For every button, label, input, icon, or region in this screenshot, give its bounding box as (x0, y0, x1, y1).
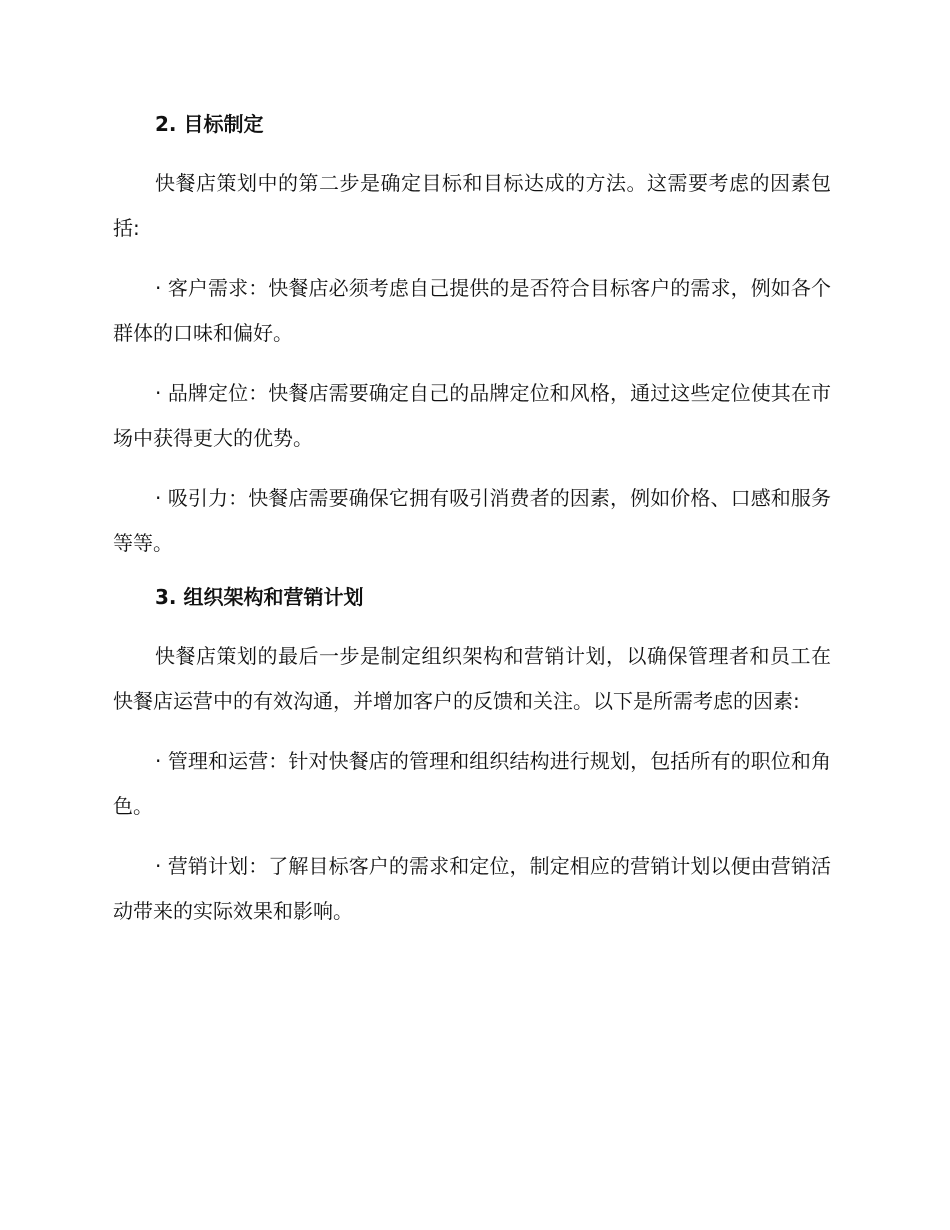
bullet-item: · 客户需求：快餐店必须考虑自己提供的是否符合目标客户的需求，例如各个群体的口味和偏好。 (113, 276, 831, 345)
section-heading: 2. 目标制定 (155, 112, 264, 136)
section-organization-marketing (113, 581, 831, 934)
section-intro: 快餐店策划中的第二步是确定目标和目标达成的方法。这需要考虑的因素包括: (113, 171, 831, 240)
bullet-item: · 吸引力：快餐店需要确保它拥有吸引消费者的因素，例如价格、口感和服务等等。 (113, 486, 831, 555)
section-goals (113, 108, 831, 581)
bullet-item: · 管理和运营：针对快餐店的管理和组织结构进行规划，包括所有的职位和角色。 (113, 749, 831, 818)
bullet-item: · 品牌定位：快餐店需要确定自己的品牌定位和风格，通过这些定位使其在市场中获得更大的优势。 (113, 381, 831, 450)
section-intro: 快餐店策划的最后一步是制定组织架构和营销计划，以确保管理者和员工在快餐店运营中的有效沟通，并增加客户的反馈和关注。以下是所需考虑的因素: (113, 644, 831, 713)
section-heading: 3. 组织架构和营销计划 (155, 585, 364, 609)
bullet-item: · 营销计划：了解目标客户的需求和定位，制定相应的营销计划以便由营销活动带来的实际效果和影响。 (113, 854, 831, 923)
document-page (113, 108, 831, 934)
